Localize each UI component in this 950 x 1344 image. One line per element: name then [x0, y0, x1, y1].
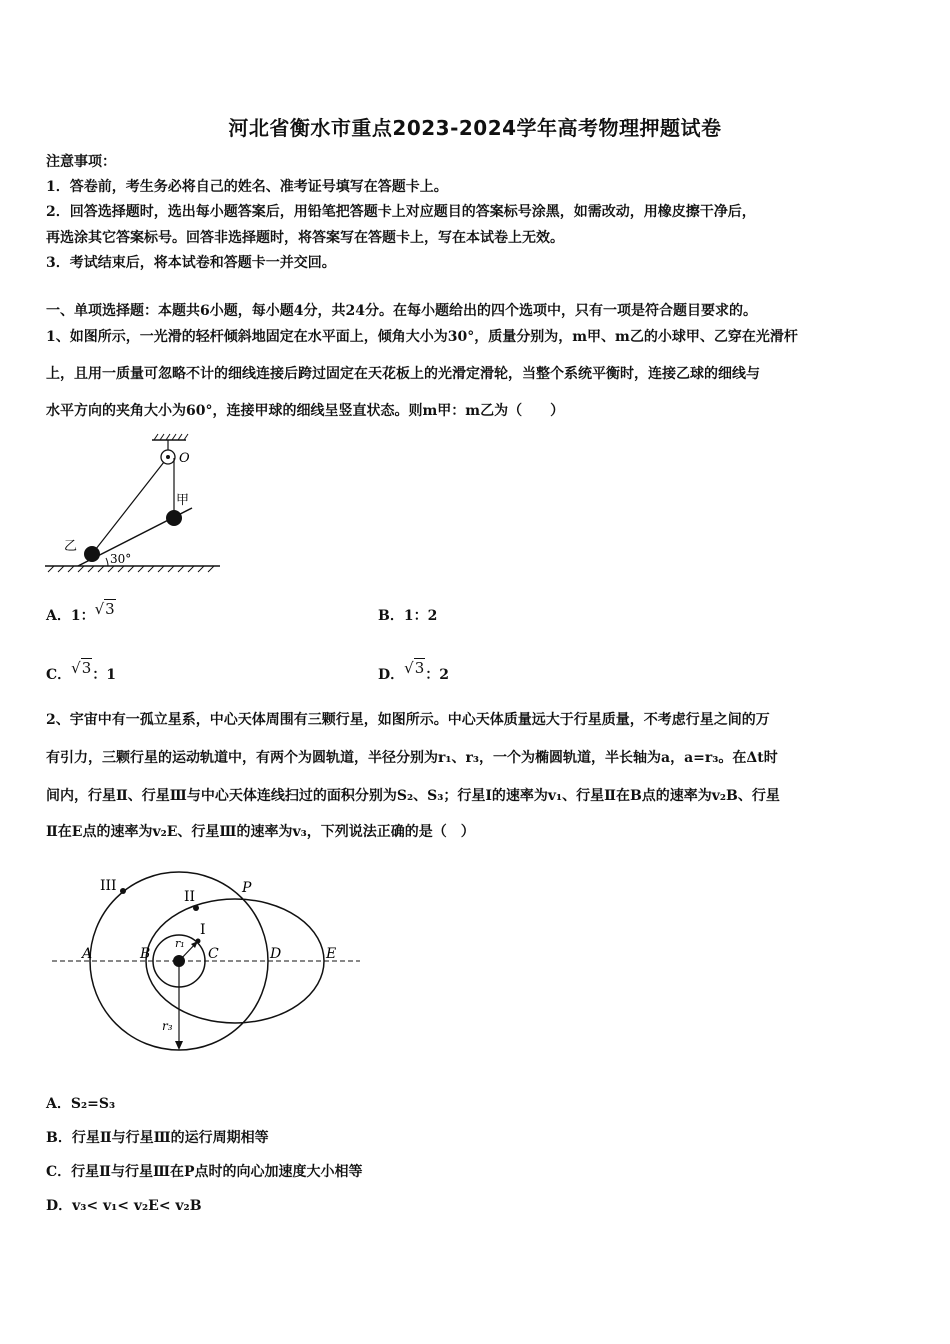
q1-option-b[interactable]: B．1：2	[378, 608, 438, 624]
q1-line-1: 1、如图所示，一光滑的轻杆倾斜地固定在水平面上，倾角大小为30°，质量分别为，m甲、m乙的小球甲、乙穿在光滑杆	[46, 329, 798, 345]
page-title: 河北省衡水市重点2023-2024学年高考物理押题试卷	[228, 116, 722, 140]
q1-figure	[40, 432, 230, 582]
q1-option-c-radicand: 3	[81, 659, 92, 677]
section-heading: 一、单项选择题：本题共6小题，每小题4分，共24分。在每小题给出的四个选项中，只有一项是符合题目要求的。	[46, 303, 757, 319]
q1-option-d-suffix: ：2	[425, 667, 449, 683]
q2-line-1: 2、宇宙中有一孤立星系，中心天体周围有三颗行星，如图所示。中心天体质量远大于行星质量，不考虑行星之间的万	[46, 712, 770, 728]
notes-item-1: 1．答卷前，考生务必将自己的姓名、准考证号填写在答题卡上。	[46, 179, 448, 195]
label-c: C	[208, 946, 219, 962]
q2-figure	[48, 868, 368, 1053]
q2-option-c[interactable]: C．行星Ⅱ与行星Ⅲ在P点时的向心加速度大小相等	[46, 1164, 363, 1180]
q1-option-d[interactable]	[378, 659, 449, 684]
label-e: E	[326, 946, 337, 962]
label-ii: II	[184, 889, 196, 905]
ceiling-hatch	[154, 434, 188, 440]
ground-hatch	[48, 566, 214, 572]
label-iii: III	[100, 878, 117, 894]
q2-option-b[interactable]: B．行星Ⅱ与行星Ⅲ的运行周期相等	[46, 1130, 269, 1146]
label-o: O	[179, 451, 190, 466]
q1-line-3: 水平方向的夹角大小为60°，连接甲球的细线呈竖直状态。则m甲：m乙为（ ）	[46, 403, 565, 419]
notes-item-2b: 再选涂其它答案标号。回答非选择题时，将答案写在答题卡上，写在本试卷上无效。	[46, 230, 564, 246]
q2-line-3: 间内，行星Ⅱ、行星Ⅲ与中心天体连线扫过的面积分别为S₂、S₃；行星Ⅰ的速率为v₁、行星Ⅱ在B点的速率为v₂B、行星	[46, 788, 780, 804]
q2-option-d[interactable]: D．v₃< v₁< v₂E< v₂B	[46, 1198, 202, 1214]
q1-option-a-radicand: 3	[105, 600, 115, 618]
notes-item-2a: 2．回答选择题时，选出每小题答案后，用铅笔把答题卡上对应题目的答案标号涂黑，如需改动，用橡皮擦干净后，	[46, 204, 756, 220]
label-b: B	[140, 946, 151, 962]
planet-iii	[120, 888, 126, 894]
label-i: I	[200, 922, 206, 938]
ball-jia	[166, 510, 182, 526]
q1-option-c[interactable]	[46, 659, 117, 684]
q1-option-a[interactable]	[46, 600, 116, 625]
notes-heading: 注意事项：	[46, 154, 116, 170]
q1-option-a-prefix: A．1：	[46, 608, 95, 624]
q2-option-a[interactable]: A．S₂=S₃	[46, 1096, 116, 1112]
label-r3: r₃	[162, 1019, 173, 1033]
q1-option-c-suffix: ：1	[92, 667, 117, 683]
notes-item-3: 3．考试结束后，将本试卷和答题卡一并交回。	[46, 255, 336, 271]
label-p: P	[242, 880, 252, 896]
q1-line-2: 上，且用一质量可忽略不计的细线连接后跨过固定在天花板上的光滑定滑轮，当整个系统平衡时，连接乙球的细线与	[46, 366, 760, 382]
label-d: D	[270, 946, 282, 962]
planet-i	[196, 939, 201, 944]
q1-option-d-radicand: 3	[414, 659, 425, 677]
q2-line-4: Ⅱ在E点的速率为v₂E、行星Ⅲ的速率为v₃，下列说法正确的是（ ）	[46, 824, 475, 840]
label-jia: 甲	[176, 493, 190, 508]
ball-yi	[84, 546, 100, 562]
label-r1: r₁	[175, 937, 185, 950]
planet-ii	[193, 905, 199, 911]
label-yi: 乙	[64, 539, 78, 554]
sqrt-icon: √3	[71, 659, 92, 677]
sqrt-icon: √3	[94, 600, 115, 618]
label-a: A	[82, 946, 93, 962]
q1-option-c-prefix: C．	[46, 667, 72, 683]
label-angle: 30°	[110, 552, 132, 566]
sqrt-icon: √3	[404, 659, 425, 677]
q1-option-d-prefix: D．	[378, 667, 405, 683]
q2-line-2: 有引力，三颗行星的运动轨道中，有两个为圆轨道，半径分别为r₁、r₃，一个为椭圆轨道，半长轴为a，a=r₃。在Δt时	[46, 750, 778, 766]
